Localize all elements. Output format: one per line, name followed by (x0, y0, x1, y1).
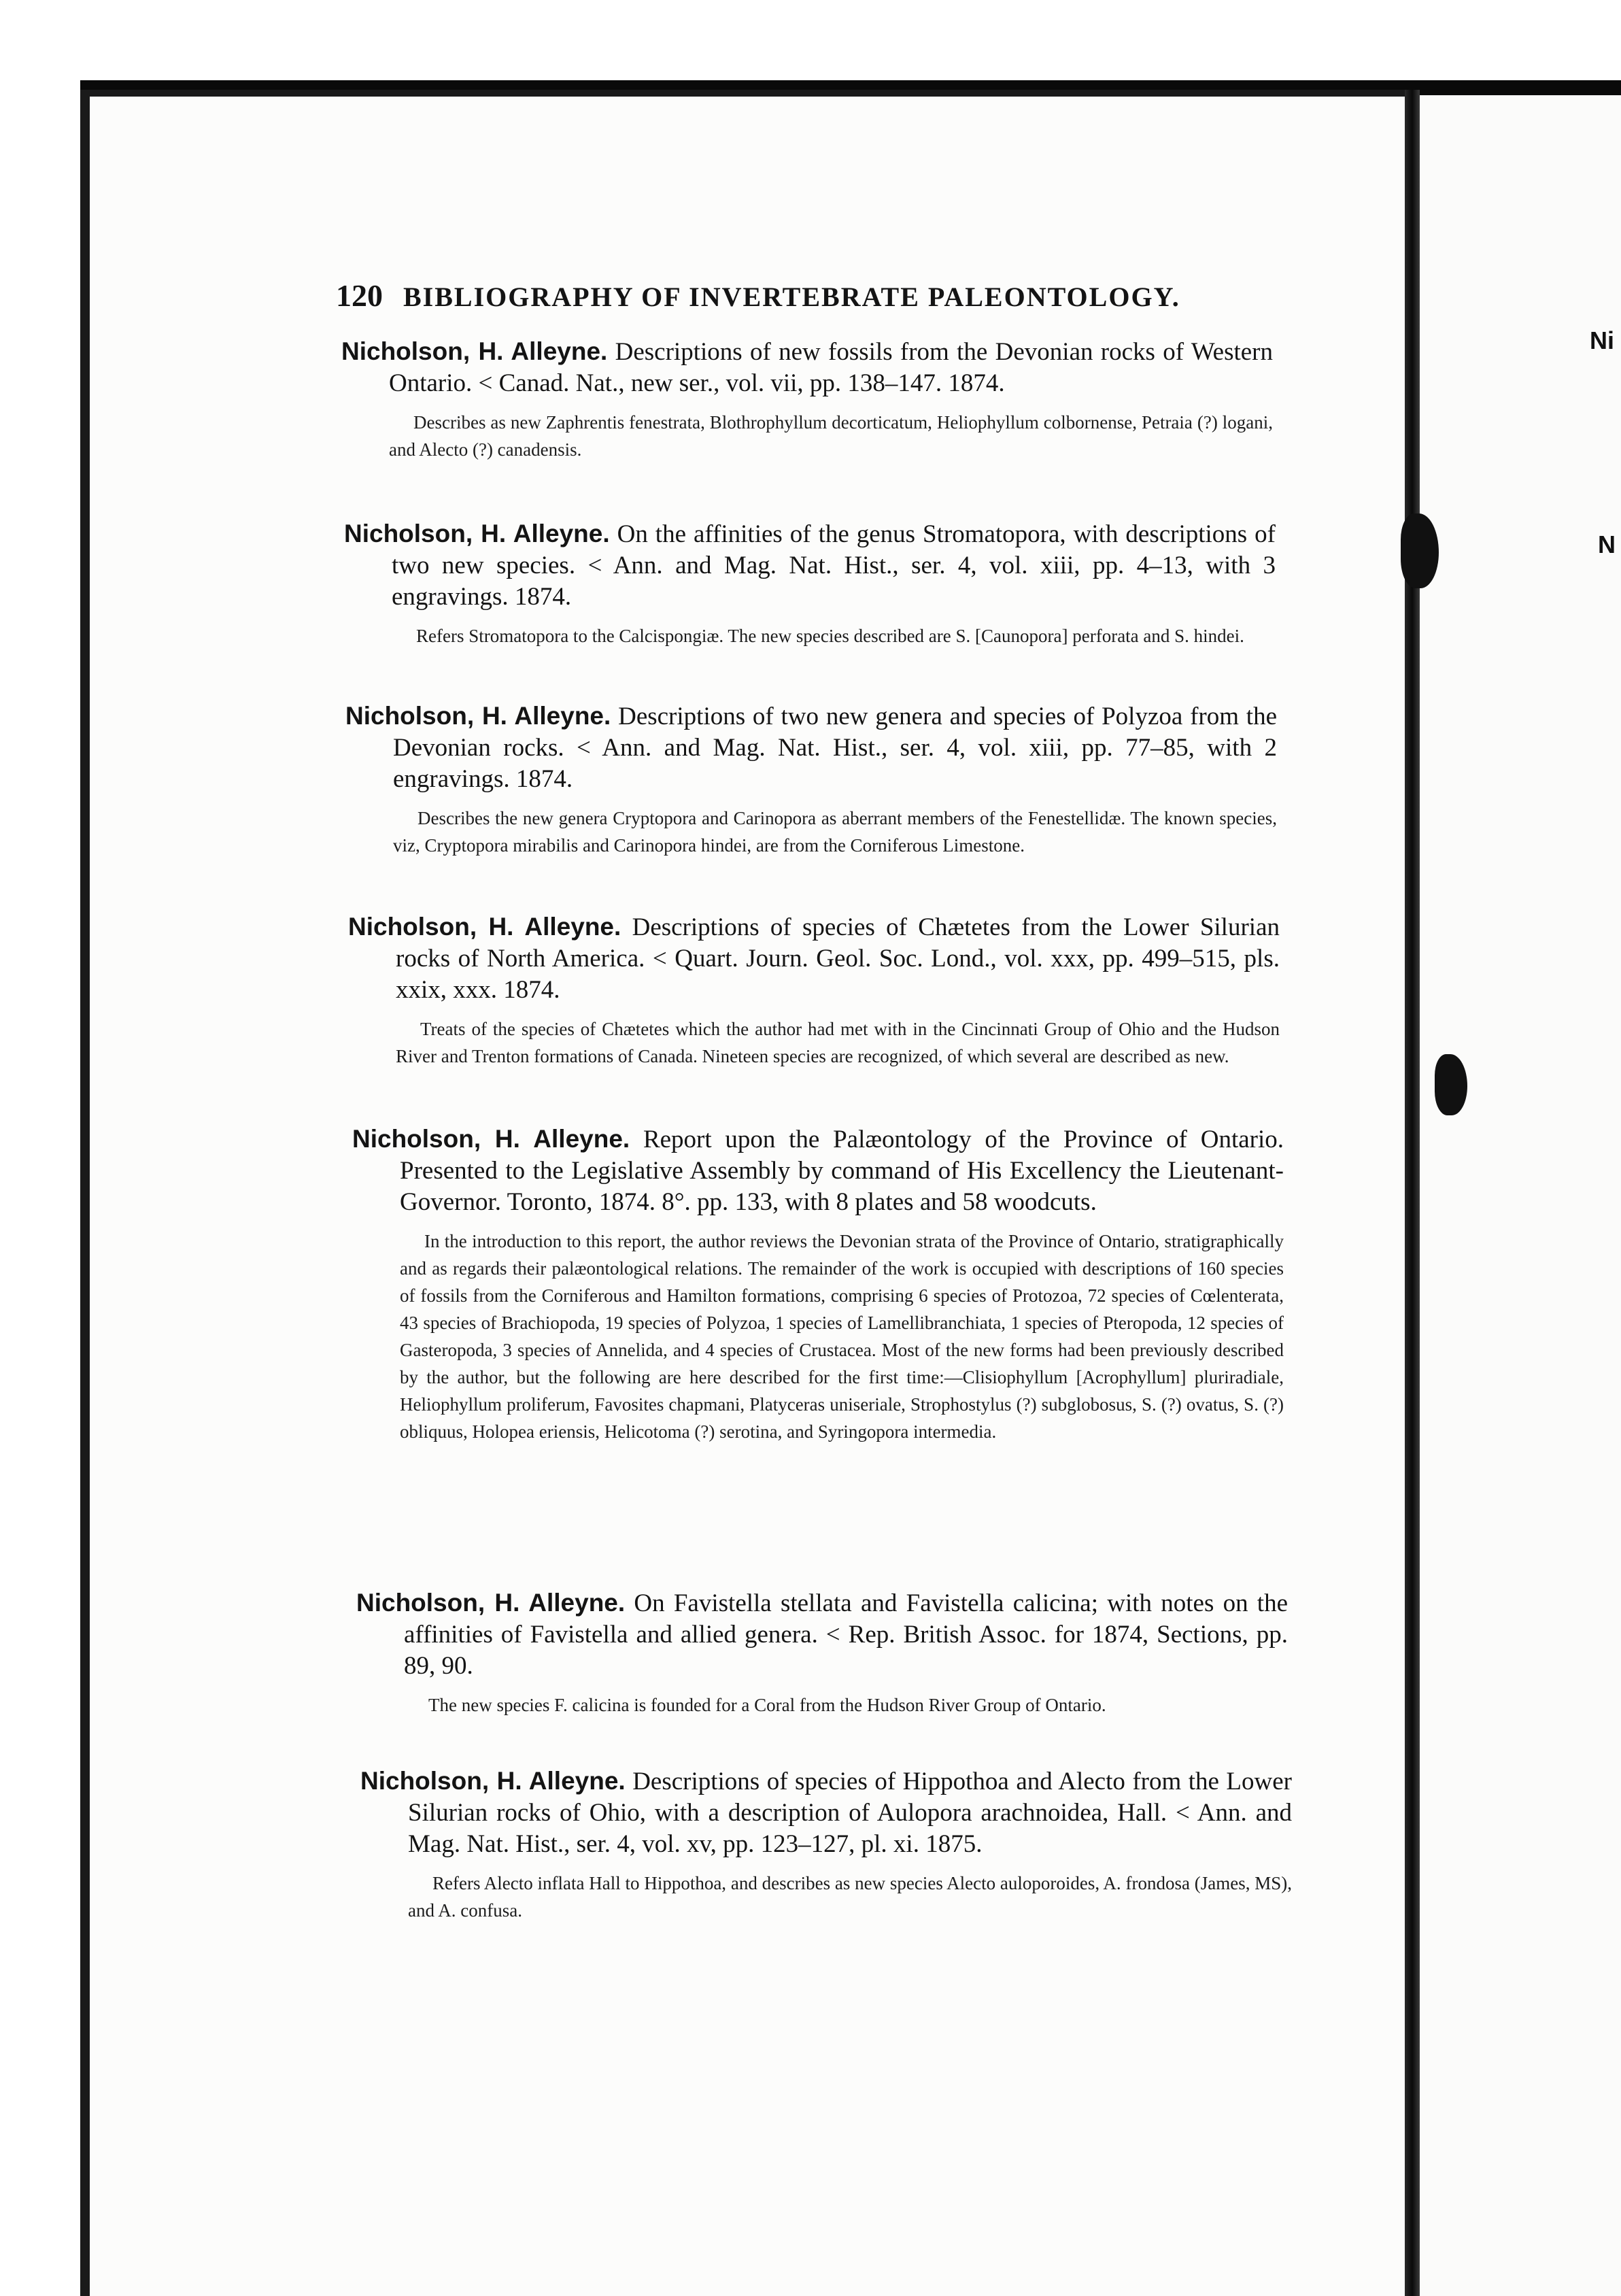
citation-text: On the affinities of the genus Stromatopora, with descriptions of two new species. < Ann. and Mag. Nat. Hist., ser. 4, vol. xiii, pp. 4–13, with 3 engravings. 1874. (392, 520, 1276, 611)
annotation: Refers Stromatopora to the Calcispongiæ. The new species described are S. [Caunopora] perforata and S. hindei. (416, 626, 1244, 646)
facing-page-fragment-2: N (1598, 530, 1616, 558)
citation (360, 1766, 1292, 1860)
annotation: Describes the new genera Cryptopora and Carinopora as aberrant members of the Fenestellidæ. The known species, viz, Cryptopora mirabilis and Carinopora hindei, are from the Corniferous Limestone. (393, 808, 1277, 856)
citation (348, 911, 1280, 1006)
page-title: BIBLIOGRAPHY OF INVERTEBRATE PALEONTOLOGY. (403, 282, 1180, 312)
citation (344, 518, 1276, 613)
bibliography-entry-6 (356, 1587, 1288, 1719)
citation-text: Descriptions of new fossils from the Devonian rocks of Western Ontario. < Canad. Nat., new ser., vol. vii, pp. 138–147. 1874. (389, 338, 1274, 397)
author-name: Nicholson, H. Alleyne. (341, 337, 608, 365)
gutter-tear-2 (1435, 1054, 1467, 1115)
facing-page-fragment-1: Ni (1590, 326, 1614, 354)
bibliography-entry-2 (344, 518, 1276, 649)
running-head (336, 277, 1288, 314)
citation (345, 700, 1277, 795)
citation-text: Descriptions of species of Chætetes from the Lower Silurian rocks of North America. < Quart. Journ. Geol. Soc. Lond., vol. xxx, pp. 499–515, pls. xxix, xxx. 1874. (396, 913, 1280, 1004)
annotation: Describes as new Zaphrentis fenestrata, Blothrophyllum decorticatum, Heliophyllum colbornense, Petraia (?) logani, and Alecto (?) canadensis. (389, 412, 1273, 460)
annotation: In the introduction to this report, the author reviews the Devonian strata of the Province of Ontario, stratigraphically and as regards their palæontological relations. The remainder of the work is occupied with descriptions of 160 species of fossils from the Corniferous and Hamilton formations, comprising 6 species of Protozoa, 72 species of Cœlenterata, 43 species of Brachiopoda, 19 species of Polyzoa, 1 species of Lamellibranchiata, 1 species of Pteropoda, 12 species of Gasteropoda, 3 species of Annelida, and 4 species of Crustacea. Most of the new forms had been previously described by the author, but the following are here described for the first time:—Clisiophyllum [Acrophyllum] pluriradiale, Heliophyllum proliferum, Favosites chapmani, Platyceras uniseriale, Strophostylus (?) subglobosus, S. (?) ovatus, S. (?) obliquus, Holopea eriensis, Helicotoma (?) serotina, and Syringopora intermedia. (400, 1231, 1284, 1442)
author-name: Nicholson, H. Alleyne. (360, 1767, 626, 1795)
page-number: 120 (336, 278, 383, 313)
author-name: Nicholson, H. Alleyne. (345, 702, 611, 730)
author-name: Nicholson, H. Alleyne. (356, 1589, 626, 1617)
gutter-tear-1 (1401, 513, 1439, 588)
citation-text: Descriptions of two new genera and species of Polyzoa from the Devonian rocks. < Ann. and Mag. Nat. Hist., ser. 4, vol. xiii, pp. 77–85, with 2 engravings. 1874. (393, 703, 1278, 793)
author-name: Nicholson, H. Alleyne. (348, 913, 621, 941)
bibliography-entry-7 (360, 1766, 1292, 1924)
facing-page (1420, 95, 1621, 2296)
annotation: The new species F. calicina is founded for a Coral from the Hudson River Group of Ontario. (428, 1695, 1106, 1715)
author-name: Nicholson, H. Alleyne. (352, 1125, 630, 1153)
citation (356, 1587, 1288, 1682)
bibliography-entry-4 (348, 911, 1280, 1070)
bibliography-entry-3 (345, 700, 1277, 859)
annotation: Refers Alecto inflata Hall to Hippothoa, and describes as new species Alecto auloporoides, A. frondosa (James, MS), and A. confusa. (408, 1873, 1292, 1921)
annotation: Treats of the species of Chætetes which the author had met with in the Cincinnati Group of Ohio and the Hudson River and Trenton formations of Canada. Nineteen species are recognized, of which several are described as new. (396, 1019, 1280, 1066)
citation-text: Report upon the Palæontology of the Province of Ontario. Presented to the Legislative Assembly by command of His Excellency the Lieutenant-Governor. Toronto, 1874. 8°. pp. 133, with 8 plates and 58 woodcuts. (400, 1126, 1284, 1216)
page-gutter (1405, 90, 1420, 2296)
bibliography-entry-5 (352, 1124, 1284, 1445)
author-name: Nicholson, H. Alleyne. (344, 520, 610, 547)
citation-text: On Favistella stellata and Favistella calicina; with notes on the affinities of Favistella and allied genera. < Rep. British Assoc. for 1874, Sections, pp. 89, 90. (404, 1589, 1289, 1680)
citation (352, 1124, 1284, 1218)
citation (341, 336, 1273, 399)
citation-text: Descriptions of species of Hippothoa and Alecto from the Lower Silurian rocks of Ohio, with a description of Aulopora arachnoidea, Hall. < Ann. and Mag. Nat. Hist., ser. 4, vol. xv, pp. 123–127, pl. xi. 1875. (408, 1768, 1293, 1858)
bibliography-entry-1 (341, 336, 1273, 463)
